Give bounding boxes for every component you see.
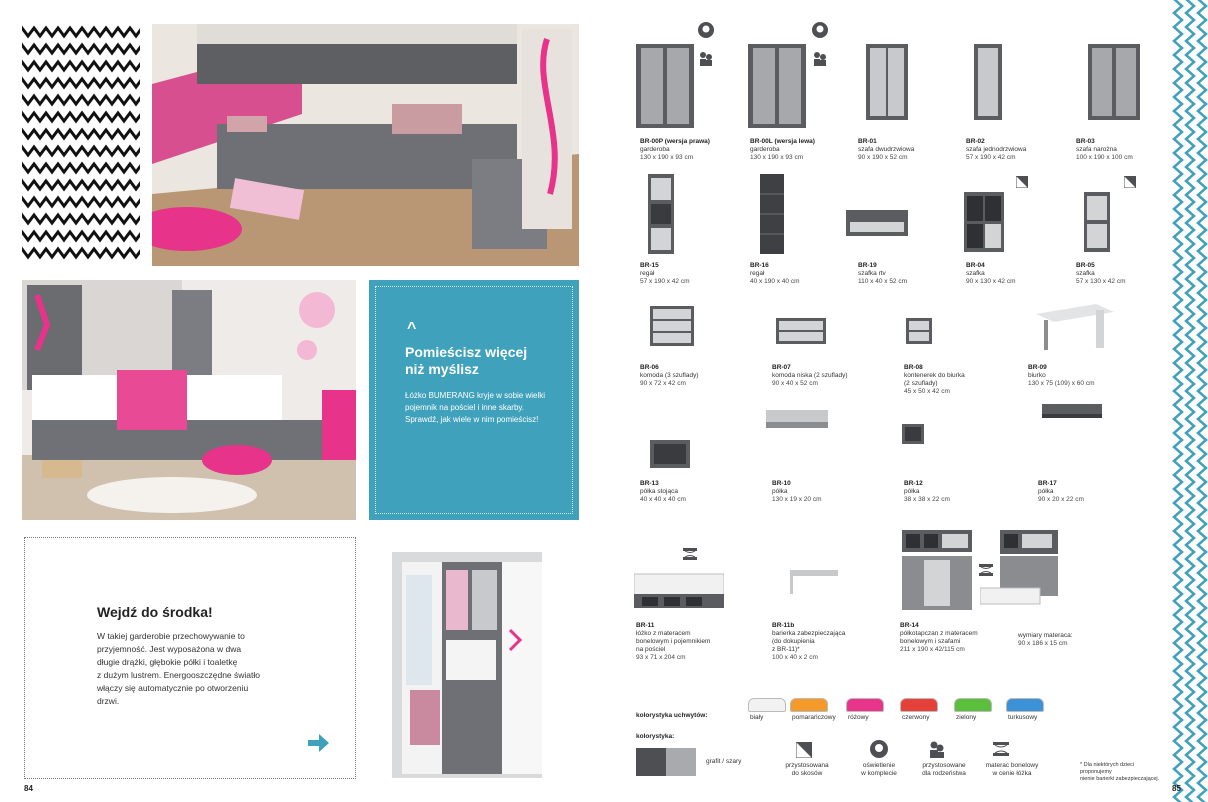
feature-heading: Wejdź do środka!	[97, 604, 213, 620]
product-caption: BR-04 szafka 90 x 130 x 42 cm	[966, 262, 1016, 285]
wall-shelf-br17-image	[1042, 404, 1102, 418]
feature-panel	[24, 537, 356, 779]
zigzag-line	[22, 164, 140, 172]
page-number-right: 85	[1172, 784, 1181, 793]
feature-text: W takiej garderobie przechowywanie to przyjemność. Jest wyposażona w dwa długie drążki, głębokie półki i toaletkę z dużym lustrem. Energooszczędne światło włączy się automatycznie po otworzeniu drzwi.	[97, 631, 260, 706]
handle-color-label: zielony	[956, 714, 977, 721]
cabinet-br05-image	[1084, 192, 1110, 252]
product-caption: BR-17 półka 90 x 20 x 22 cm	[1038, 480, 1084, 503]
mattress-icon	[682, 546, 698, 562]
product-caption: wymiary materaca: 90 x 186 x 15 cm	[1018, 632, 1073, 647]
promo-panel	[369, 280, 579, 520]
finish-name: grafit / szary	[706, 758, 742, 765]
product-caption: BR-06 komoda (3 szuflady) 90 x 72 x 42 cm	[640, 364, 699, 387]
product-caption: BR-00P (wersja prawa) garderoba 130 x 190 x 93 cm	[640, 138, 710, 161]
wardrobe-br01-image	[866, 44, 908, 120]
wardrobe-photo	[370, 540, 560, 780]
zigzag-line	[22, 215, 140, 223]
slope-icon	[796, 742, 812, 758]
wardrobe-br00l-image	[748, 44, 806, 128]
handles-label: kolorystyka uchwytów:	[636, 712, 708, 719]
handle-color-label: pomarańczowy	[792, 714, 836, 721]
bulb-icon	[870, 740, 888, 758]
tv-cabinet-br19-image	[846, 210, 908, 236]
zigzag-pattern-left	[22, 24, 140, 266]
product-caption: BR-16 regał 40 x 190 x 40 cm	[750, 262, 800, 285]
product-caption: BR-01 szafa dwudrzwiowa 90 x 190 x 52 cm	[858, 138, 915, 161]
product-caption: BR-12 półka 38 x 38 x 22 cm	[904, 480, 950, 503]
handle-swatch	[1006, 698, 1044, 712]
arrow-right-icon[interactable]	[305, 730, 331, 756]
product-caption: BR-02 szafa jednodrzwiowa 57 x 190 x 42 cm	[966, 138, 1027, 161]
product-caption: BR-03 szafa narożna 100 x 190 x 100 cm	[1076, 138, 1133, 161]
legend-label: przystosowana do skosów	[785, 762, 829, 777]
siblings-icon	[698, 50, 714, 66]
bedroom-photo-top	[152, 24, 579, 266]
slope-icon	[1016, 176, 1028, 188]
wall-shelf-br12-image	[902, 424, 924, 444]
wardrobe-br00p-image	[636, 44, 694, 128]
bulb-icon	[812, 22, 828, 38]
product-caption: BR-05 szafka 57 x 130 x 42 cm	[1076, 262, 1126, 285]
handle-color-label: czerwony	[902, 714, 930, 721]
product-caption: BR-07 komoda niska (2 szuflady) 90 x 40 x 52 cm	[772, 364, 848, 387]
zigzag-line	[22, 181, 140, 189]
zigzag-line	[1198, 0, 1206, 802]
handle-swatch	[954, 698, 992, 712]
cabinet-br04-image	[964, 192, 1004, 252]
finish-swatch-graphite	[636, 748, 666, 776]
handle-color-label: różowy	[848, 714, 869, 721]
finish-swatch-grey	[666, 748, 696, 776]
zigzag-line	[22, 232, 140, 240]
zigzag-line	[1186, 0, 1194, 802]
desk-br09-image	[1036, 304, 1114, 350]
wardrobe-br03-image	[1088, 44, 1140, 120]
zigzag-line	[22, 28, 140, 36]
handle-swatch	[748, 698, 786, 712]
mattress-icon	[978, 562, 994, 578]
wall-shelf-br10-image	[766, 410, 828, 428]
product-caption: BR-15 regał 57 x 190 x 42 cm	[640, 262, 690, 285]
product-caption: BR-14 półkotapczan z materacem bonelowym i szafami 211 x 190 x 42/115 cm	[900, 622, 978, 653]
handle-swatch	[846, 698, 884, 712]
barrier-br11b-image	[790, 570, 838, 594]
siblings-icon	[812, 50, 828, 66]
dresser-br06-image	[650, 306, 694, 346]
legend-label: przystosowane dla rodzeństwa	[922, 762, 966, 777]
bulb-icon	[698, 22, 714, 38]
product-caption: BR-11b barierka zabezpieczająca (do dokupienia z BR-11)* 100 x 40 x 2 cm	[772, 622, 846, 661]
product-caption: BR-10 półka 130 x 19 x 20 cm	[772, 480, 822, 503]
shelf-br16-image	[760, 174, 784, 254]
handle-color-label: turkusowy	[1008, 714, 1038, 721]
footnote: * Dla niektórych dzieci proponujemy nienie barierki zabezpieczającej.	[1080, 762, 1160, 782]
handle-swatch	[790, 698, 828, 712]
promo-heading: Pomieścisz więcej niż myślisz	[405, 344, 528, 377]
product-caption: BR-00L (wersja lewa) garderoba 130 x 190 x 93 cm	[750, 138, 815, 161]
container-br08-image	[906, 318, 932, 344]
handle-swatch	[900, 698, 938, 712]
zigzag-line	[22, 113, 140, 121]
wall-bed-br14-closed-image	[902, 530, 972, 610]
shelf-br15-image	[648, 174, 674, 254]
legend-label: materac bonelowy w cenie łóżka	[985, 762, 1039, 777]
promo-text: Łóżko BUMERANG kryje w sobie wielki pojemnik na pościel i inne skarby. Sprawdź, jak wiele w nim pomieścisz!	[405, 391, 546, 424]
product-caption: BR-19 szafka rtv 110 x 40 x 52 cm	[858, 262, 908, 285]
zigzag-line	[22, 130, 140, 138]
standing-shelf-br13-image	[650, 440, 690, 468]
zigzag-line	[22, 79, 140, 87]
zigzag-line	[22, 147, 140, 155]
zigzag-line	[22, 198, 140, 206]
zigzag-line	[22, 96, 140, 104]
slope-icon	[1124, 176, 1136, 188]
legend-label: oświetlenie w komplecie	[861, 762, 897, 777]
wardrobe-br02-image	[974, 44, 1002, 120]
zigzag-line	[22, 45, 140, 53]
siblings-icon	[928, 740, 946, 758]
product-caption: BR-13 półka stojąca 40 x 40 x 40 cm	[640, 480, 686, 503]
finish-label: kolorystyka:	[636, 733, 675, 740]
product-caption: BR-09 biurko 130 x 75 (109) x 60 cm	[1028, 364, 1095, 387]
zigzag-pattern-right	[1168, 0, 1208, 802]
product-caption: BR-08 kontenerek do biurka (2 szuflady) 45 x 50 x 42 cm	[904, 364, 965, 395]
zigzag-line	[22, 249, 140, 257]
product-caption: BR-11 łóżko z materacem bonelowym i pojemnikiem na pościel 93 x 71 x 204 cm	[636, 622, 711, 661]
chevron-up-icon: ^	[407, 320, 417, 337]
handle-color-label: biały	[750, 714, 764, 721]
bed-br11-image	[634, 560, 724, 610]
mattress-icon	[992, 740, 1010, 758]
bedroom-photo-middle	[22, 280, 356, 520]
page-number-left: 84	[24, 784, 33, 793]
zigzag-line	[22, 62, 140, 70]
dresser-br07-image	[776, 318, 826, 344]
zigzag-line	[1174, 0, 1182, 802]
